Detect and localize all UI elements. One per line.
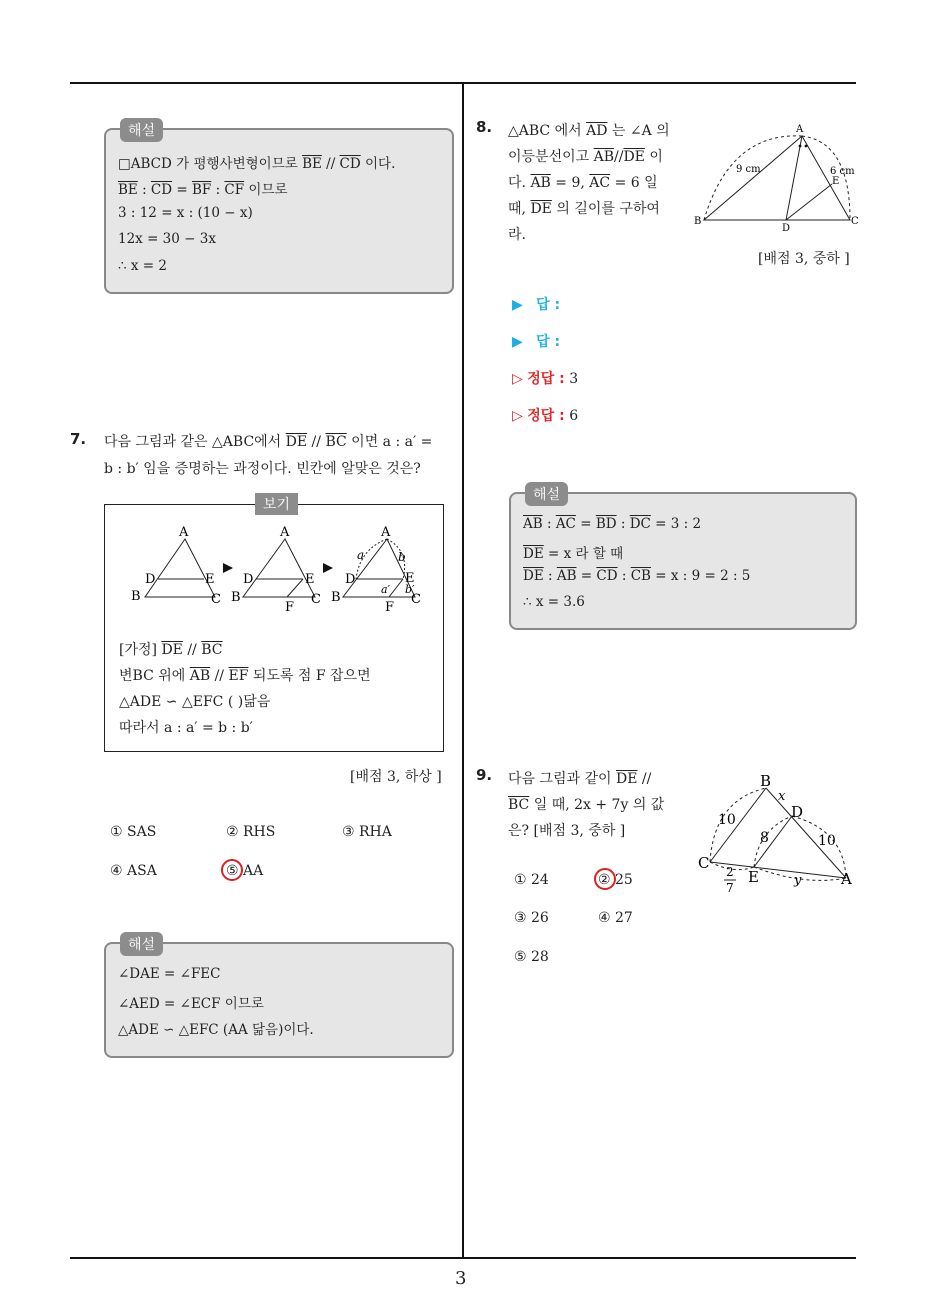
label-A: A xyxy=(841,870,852,888)
solution-line: ∠AED = ∠ECF 이므로 xyxy=(118,996,264,1012)
label-C: C xyxy=(698,854,710,872)
solution-line: $\overline{DE}$ : $\overline{AB} = \overline{CD}$ : $\overline{CB} = x$ : 9 = 2 : 5 xyxy=(523,568,751,584)
solution-box-q7 xyxy=(104,937,454,1058)
question-8-line: 때, $\overline{DE}$ 의 길이를 구하여 xyxy=(508,201,660,217)
label-b-prime: b′ xyxy=(405,583,415,596)
label-B: B xyxy=(760,772,772,790)
solution-box-q8 xyxy=(509,487,857,630)
q9-choice-3[interactable]: ③ 26 xyxy=(514,910,549,926)
arrow-right-icon xyxy=(223,563,233,573)
label-E: E xyxy=(748,868,759,886)
label-8: 8 xyxy=(760,830,769,846)
label-E: E xyxy=(405,571,415,586)
solution-line: ∴ x = 2 xyxy=(118,258,167,274)
solution-line: ∠DAE = ∠FEC xyxy=(118,966,221,982)
q9-choice-1[interactable]: ① 24 xyxy=(514,872,549,888)
label-10a: 10 xyxy=(718,812,736,828)
question-8-line: 다. $\overline{AB} = 9$, $\overline{AC} = 6$ 일 xyxy=(508,175,658,191)
solution-line: $\overline{BE}$ : $\overline{CD} = \overline{BF}$ : $\overline{CF}$ 이므로 xyxy=(118,182,288,198)
label-D: D xyxy=(243,572,254,587)
q7-choice-2[interactable]: ② RHS xyxy=(226,824,276,840)
example-line: [가정] $\overline{DE} // \overline{BC}$ xyxy=(119,642,223,658)
answer-circle-mark xyxy=(594,868,616,890)
fraction-denominator: 7 xyxy=(726,881,734,895)
solution-line: ∴ x = 3.6 xyxy=(523,594,585,610)
q9-figure xyxy=(694,770,859,898)
solution-line: △ADE ∽ △EFC (AA 닮음)이다. xyxy=(118,1022,314,1038)
page-number: 3 xyxy=(455,1268,467,1289)
answer-line-3: ▷ 정답 : 3 xyxy=(512,371,579,387)
answer-line-2: ▶ 답 : xyxy=(512,334,561,350)
label-A: A xyxy=(381,525,391,540)
example-box-title: 보기 xyxy=(255,493,298,515)
label-F: F xyxy=(385,600,395,615)
question-8-line: 라. xyxy=(508,227,526,243)
question-9-line: 다음 그림과 같이 $\overline{DE}$ // xyxy=(508,771,652,787)
question-9-line: $\overline{BC}$ 일 때, 2x + 7y 의 값 xyxy=(508,797,665,813)
column-divider xyxy=(462,82,464,1259)
example-line: △ADE ∽ △EFC ( )닮음 xyxy=(119,694,271,710)
label-D: D xyxy=(145,572,156,587)
q7-choice-5[interactable]: ⑤ AA xyxy=(226,863,264,879)
label-C: C xyxy=(311,592,321,607)
q9-choice-2[interactable]: ② 25 xyxy=(598,872,633,888)
q8-figure xyxy=(690,122,860,232)
question-7-line-1: 다음 그림과 같은 △ABC에서 $\overline{DE} // \overline{BC}$ 이면 a : a′ = xyxy=(104,434,433,450)
triangle-2 xyxy=(243,539,315,597)
solution-tag: 해설 xyxy=(120,118,163,142)
label-B: B xyxy=(331,590,341,605)
question-8-number: 8. xyxy=(476,118,493,136)
label-D: D xyxy=(345,572,356,587)
label-6cm: 6 cm xyxy=(830,166,855,177)
solution-line: 3 : 12 = x : (10 − x) xyxy=(118,205,253,221)
question-8-line: △ABC 에서 $\overline{AD}$ 는 ∠A 의 xyxy=(508,123,670,139)
label-A: A xyxy=(280,525,290,540)
q7-choice-3[interactable]: ③ RHA xyxy=(342,824,392,840)
solution-tag: 해설 xyxy=(525,482,568,506)
label-9cm: 9 cm xyxy=(736,164,761,175)
label-b: b xyxy=(398,550,406,564)
triangle-1 xyxy=(145,539,215,597)
label-C: C xyxy=(411,592,421,607)
label-a: a xyxy=(357,548,365,562)
label-B: B xyxy=(694,216,702,227)
label-E: E xyxy=(205,572,215,587)
q9-choice-5[interactable]: ⑤ 28 xyxy=(514,949,549,965)
question-9-number: 9. xyxy=(476,766,493,784)
answer-line-4: ▷ 정답 : 6 xyxy=(512,408,579,424)
q7-choice-4[interactable]: ④ ASA xyxy=(110,863,157,879)
label-y: y xyxy=(794,873,802,888)
question-9-line: 은? [배점 3, 중하 ] xyxy=(508,823,626,839)
label-A: A xyxy=(796,124,804,135)
q7-figure xyxy=(125,521,425,616)
answer-circle-mark xyxy=(221,859,243,881)
label-C: C xyxy=(211,592,221,607)
q7-choice-1[interactable]: ① SAS xyxy=(110,824,157,840)
label-E: E xyxy=(305,572,315,587)
fraction-numerator: 2 xyxy=(726,865,734,879)
label-a-prime: a′ xyxy=(381,583,391,596)
label-B: B xyxy=(131,589,141,604)
label-C: C xyxy=(851,216,859,227)
example-line: 변BC 위에 $\overline{AB} // \overline{EF}$ 되도록 점 F 잡으면 xyxy=(119,668,371,684)
solution-tag: 해설 xyxy=(120,932,163,956)
label-x: x xyxy=(778,789,786,804)
question-7-line-2: b : b′ 임을 증명하는 과정이다. 빈칸에 알맞은 것은? xyxy=(104,461,421,477)
solution-line: 12x = 30 − 3x xyxy=(118,231,216,247)
label-B: B xyxy=(231,590,241,605)
solution-box-prev xyxy=(104,123,454,294)
example-line: 따라서 a : a′ = b : b′ xyxy=(119,720,253,736)
question-7-score: [배점 3, 하상 ] xyxy=(350,769,442,785)
answer-line-1: ▶ 답 : xyxy=(512,297,561,313)
solution-line: $\overline{AB}$ : $\overline{AC} = \overline{BD}$ : $\overline{DC} = 3$ : 2 xyxy=(523,516,702,532)
q9-choice-4[interactable]: ④ 27 xyxy=(598,910,633,926)
question-8-line: 이등분선이고 $\overline{AB}//\overline{DE}$ 이 xyxy=(508,149,663,165)
label-E: E xyxy=(832,176,840,187)
solution-line: □ABCD 가 평행사변형이므로 $\overline{BE} // \overline{CD}$ 이다. xyxy=(118,156,396,172)
solution-line: $\overline{DE} = x$ 라 할 때 xyxy=(523,546,624,562)
question-7-number: 7. xyxy=(70,430,87,448)
arrow-right-icon xyxy=(323,563,333,573)
label-F: F xyxy=(285,600,295,615)
question-8-score: [배점 3, 중하 ] xyxy=(758,251,850,267)
label-D: D xyxy=(791,803,804,821)
label-D: D xyxy=(782,223,791,232)
label-10b: 10 xyxy=(818,833,836,849)
label-A: A xyxy=(179,525,189,540)
example-box xyxy=(104,497,444,752)
